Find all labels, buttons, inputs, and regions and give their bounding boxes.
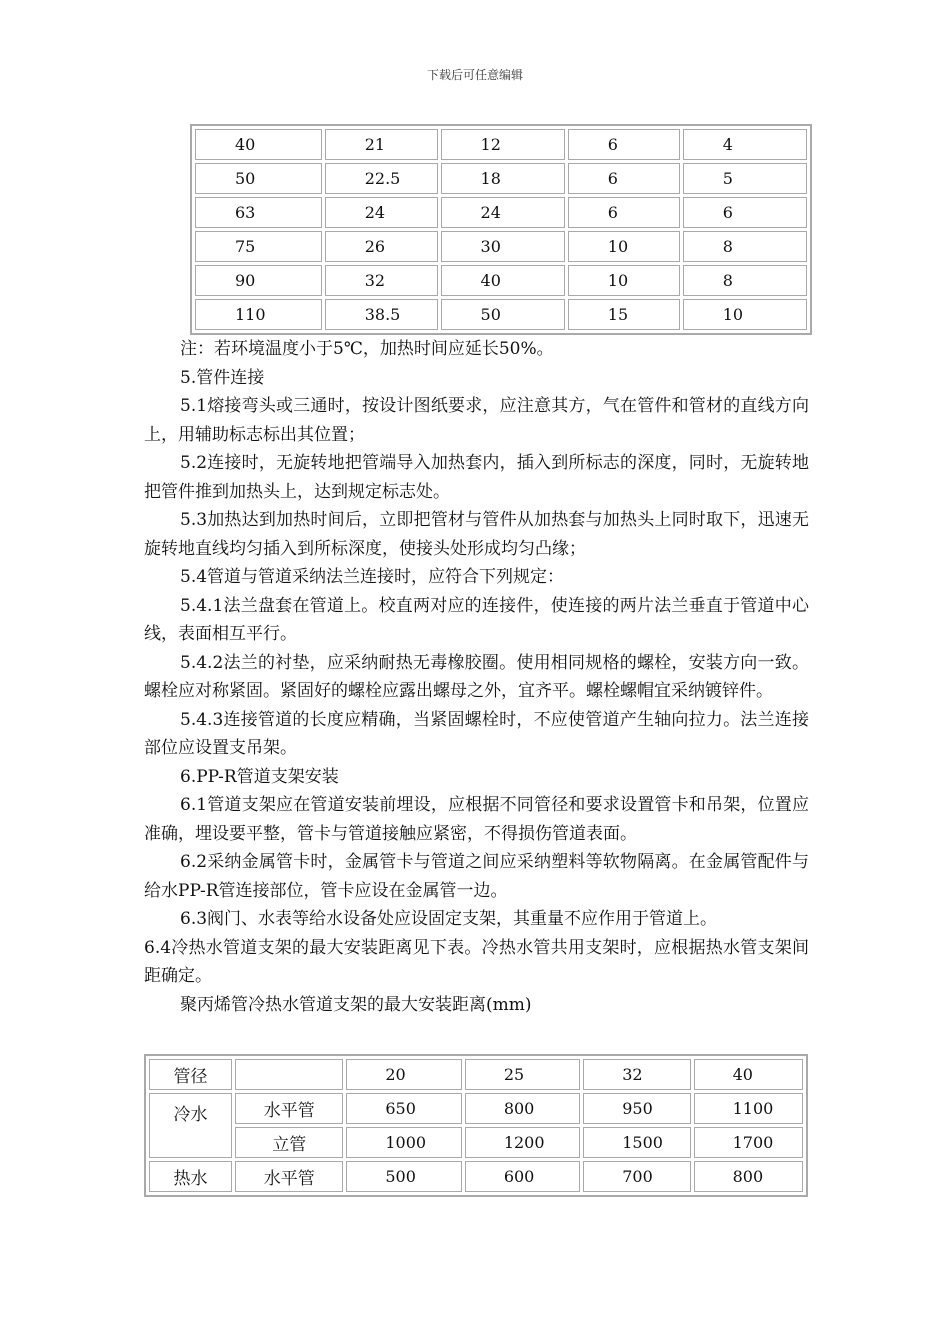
hot-water-label: 热水: [149, 1161, 232, 1192]
table-row: [195, 197, 807, 228]
value-cell: 800: [694, 1161, 803, 1192]
value-cell: 600: [465, 1161, 580, 1192]
page-header: 下载后可任意编辑: [426, 68, 523, 82]
table-cell: 90: [195, 265, 322, 296]
table-cell: 50: [195, 163, 322, 194]
value-cell: 500: [346, 1161, 461, 1192]
diameter-cell: 32: [583, 1059, 690, 1090]
table-cell: 110: [195, 299, 322, 330]
paragraph-5-4: 5.4管道与管道采纳法兰连接时，应符合下列规定：: [180, 567, 565, 587]
paragraph-5-2: 5.2连接时，无旋转地把管端导入加热套内，插入到所标志的深度，同时，无旋转地把管件推到加热头上，达到规定标志处。: [144, 453, 809, 502]
diameter-label: 管径: [149, 1059, 232, 1090]
vertical-pipe-label: 立管: [235, 1127, 343, 1158]
paragraph-6-4: 6.4冷热水管道支架的最大安装距离见下表。冷热水管共用支架时，应根据热水管支架间距确定。: [144, 937, 809, 986]
table-cell: 6: [568, 197, 680, 228]
table-cell: 8: [683, 231, 807, 262]
support-spacing-table: [144, 1054, 808, 1197]
table-cell: 5: [683, 163, 807, 194]
table-row: [195, 231, 807, 262]
value-cell: 1200: [465, 1127, 580, 1158]
table-cell: 10: [683, 299, 807, 330]
table-cell: 15: [568, 299, 680, 330]
diameter-cell: 20: [346, 1059, 461, 1090]
table-cell: 22.5: [325, 163, 438, 194]
horizontal-pipe-label: 水平管: [235, 1093, 343, 1124]
body-text-1: [144, 335, 809, 1019]
section-heading-5: 5.管件连接: [180, 367, 265, 388]
table-cell: 18: [441, 163, 565, 194]
table-cell: 40: [441, 265, 565, 296]
table-row: [149, 1161, 803, 1192]
value-cell: 650: [346, 1093, 461, 1124]
table-cell: 50: [441, 299, 565, 330]
empty-cell: [235, 1059, 343, 1090]
value-cell: 1100: [694, 1093, 803, 1124]
table-cell: 32: [325, 265, 438, 296]
table-cell: 24: [441, 197, 565, 228]
table-cell: 26: [325, 231, 438, 262]
table-row: [195, 129, 807, 160]
table-cell: 30: [441, 231, 565, 262]
table-caption: 聚丙烯管冷热水管道支架的最大安装距离(mm): [180, 994, 532, 1015]
horizontal-pipe-label: 水平管: [235, 1161, 343, 1192]
table-row: [149, 1093, 803, 1124]
table-cell: 24: [325, 197, 438, 228]
value-cell: 950: [583, 1093, 690, 1124]
table-row: [149, 1059, 803, 1090]
paragraph-5-3: 5.3加热达到加热时间后，立即把管材与管件从加热套与加热头上同时取下，迅速无旋转地直线均匀插入到所标深度，使接头处形成均匀凸缘；: [144, 510, 809, 559]
table-cell: 6: [683, 197, 807, 228]
value-cell: 1500: [583, 1127, 690, 1158]
value-cell: 700: [583, 1161, 690, 1192]
paragraph-5-4-2: 5.4.2法兰的衬垫，应采纳耐热无毒橡胶圈。使用相同规格的螺栓，安装方向一致。螺栓应对称紧固。紧固好的螺栓应露出螺母之外，宜齐平。螺栓螺帽宜采纳镀锌件。: [144, 652, 809, 701]
diameter-cell: 25: [465, 1059, 580, 1090]
table-cell: 75: [195, 231, 322, 262]
table-row: [195, 265, 807, 296]
table-cell: 6: [568, 129, 680, 160]
note-paragraph: 注：若环境温度小于5℃，加热时间应延长50%。: [180, 339, 554, 359]
table-cell: 10: [568, 231, 680, 262]
table-row: [149, 1127, 803, 1158]
table-cell: 12: [441, 129, 565, 160]
diameter-cell: 40: [694, 1059, 803, 1090]
table-cell: 38.5: [325, 299, 438, 330]
paragraph-6-2: 6.2采纳金属管卡时，金属管卡与管道之间应采纳塑料等软物隔离。在金属管配件与给水PP-R管连接部位，管卡应设在金属管一边。: [144, 852, 809, 901]
paragraph-5-4-3: 5.4.3连接管道的长度应精确，当紧固螺栓时，不应使管道产生轴向拉力。法兰连接部位应设置支吊架。: [144, 709, 809, 758]
table-cell: 10: [568, 265, 680, 296]
table-cell: 21: [325, 129, 438, 160]
table-row: [195, 299, 807, 330]
table-cell: 40: [195, 129, 322, 160]
paragraph-5-1: 5.1熔接弯头或三通时，按设计图纸要求，应注意其方，气在管件和管材的直线方向上，用辅助标志标出其位置；: [144, 396, 809, 445]
value-cell: 1700: [694, 1127, 803, 1158]
table-row: [195, 163, 807, 194]
paragraph-6-3: 6.3阀门、水表等给水设备处应设固定支架，其重量不应作用于管道上。: [180, 909, 718, 929]
section-heading-6: 6.PP-R管道支架安装: [180, 766, 339, 787]
paragraph-6-1: 6.1管道支架应在管道安装前埋设，应根据不同管径和要求设置管卡和吊架，位置应准确，埋设要平整，管卡与管道接触应紧密，不得损伤管道表面。: [144, 795, 809, 844]
paragraph-5-4-1: 5.4.1法兰盘套在管道上。校直两对应的连接件，使连接的两片法兰垂直于管道中心线，表面相互平行。: [144, 595, 809, 644]
table-cell: 4: [683, 129, 807, 160]
value-cell: 1000: [346, 1127, 461, 1158]
table-cell: 6: [568, 163, 680, 194]
value-cell: 800: [465, 1093, 580, 1124]
cold-water-label: 冷水: [149, 1093, 232, 1158]
table-cell: 8: [683, 265, 807, 296]
heating-time-table: [190, 124, 812, 335]
table-cell: 63: [195, 197, 322, 228]
